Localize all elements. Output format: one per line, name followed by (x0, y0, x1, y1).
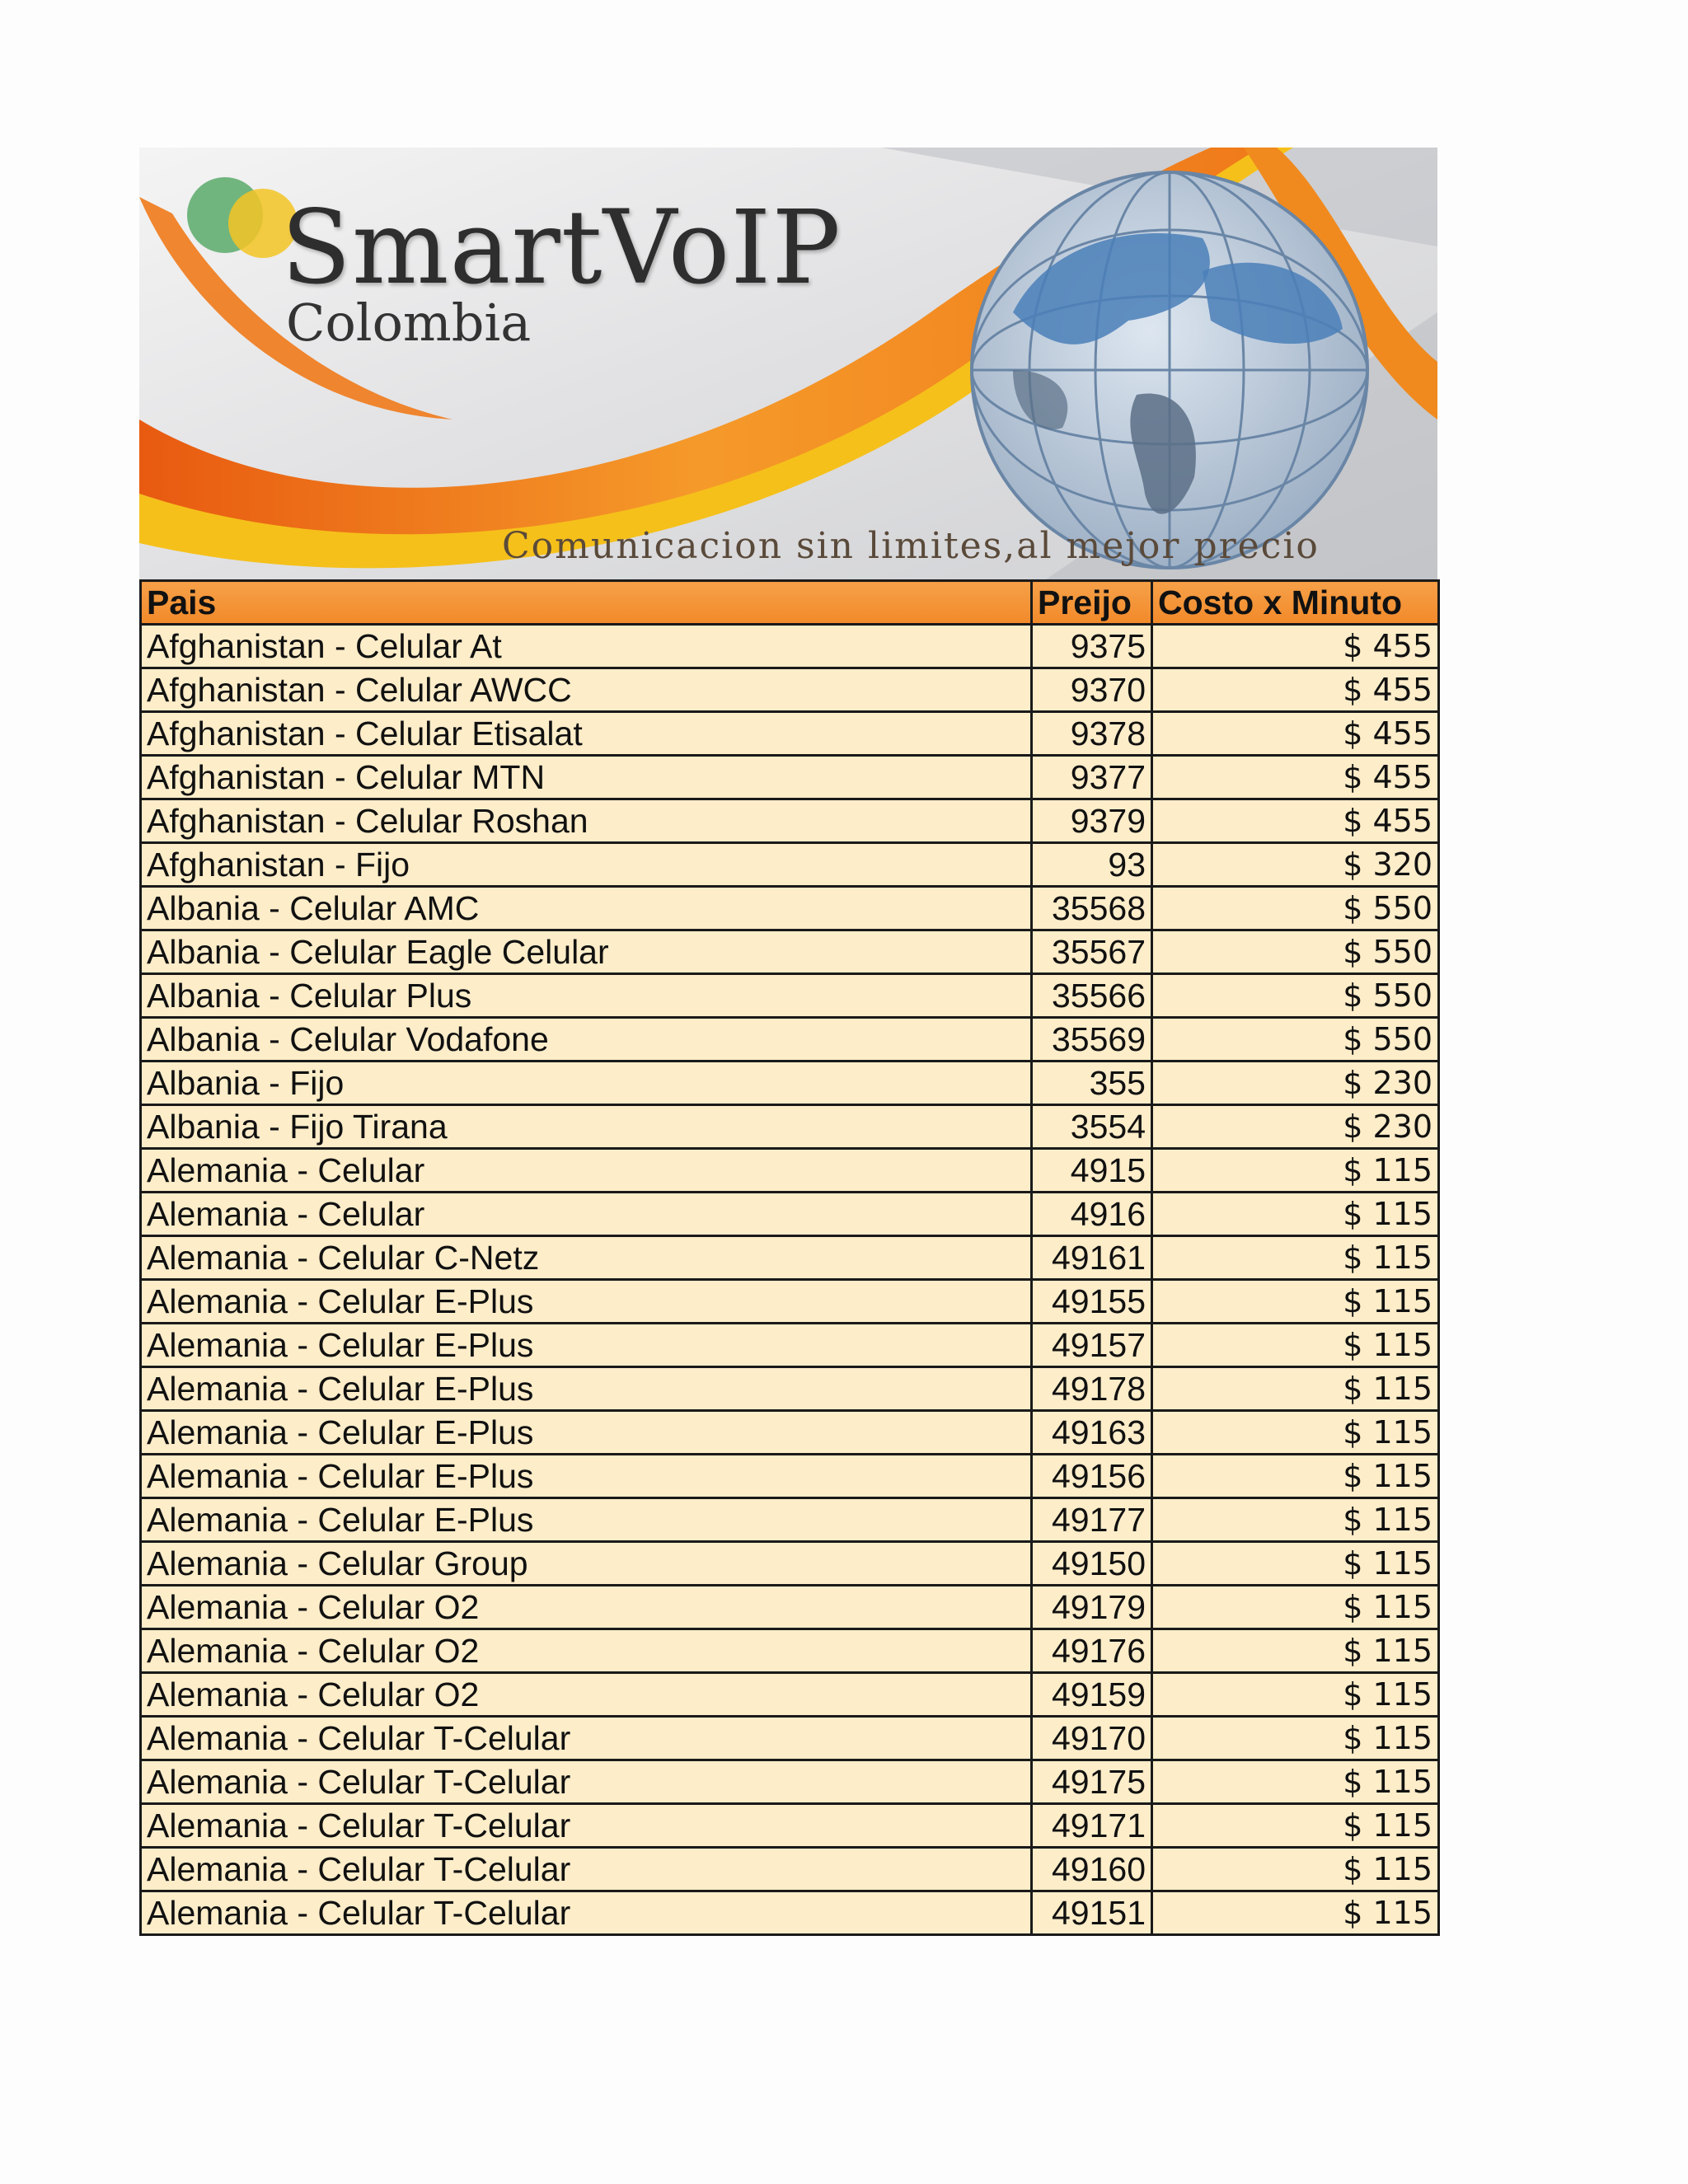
table-row (141, 1848, 1439, 1891)
cell-pais: Alemania - Celular T-Celular (141, 1848, 1032, 1891)
cell-pais: Albania - Celular AMC (141, 887, 1032, 930)
cell-costo: $ 455 (1152, 756, 1439, 799)
cell-costo: $ 115 (1152, 1891, 1439, 1935)
cell-prefijo: 49159 (1032, 1673, 1152, 1717)
cell-pais: Alemania - Celular E-Plus (141, 1324, 1032, 1367)
table-row (141, 1498, 1439, 1542)
cell-pais: Alemania - Celular O2 (141, 1586, 1032, 1629)
cell-prefijo: 49176 (1032, 1629, 1152, 1673)
cell-pais: Alemania - Celular E-Plus (141, 1280, 1032, 1324)
table-row (141, 1455, 1439, 1498)
cell-prefijo: 4916 (1032, 1193, 1152, 1236)
cell-pais: Alemania - Celular E-Plus (141, 1455, 1032, 1498)
table-row (141, 1629, 1439, 1673)
table-row (141, 756, 1439, 799)
cell-prefijo: 9378 (1032, 712, 1152, 756)
cell-prefijo: 49155 (1032, 1280, 1152, 1324)
cell-costo: $ 455 (1152, 625, 1439, 668)
cell-pais: Alemania - Celular (141, 1149, 1032, 1193)
cell-costo: $ 550 (1152, 974, 1439, 1018)
table-row (141, 625, 1439, 668)
cell-costo: $ 115 (1152, 1367, 1439, 1411)
cell-pais: Alemania - Celular E-Plus (141, 1498, 1032, 1542)
table-row (141, 1586, 1439, 1629)
cell-prefijo: 35568 (1032, 887, 1152, 930)
cell-prefijo: 49175 (1032, 1760, 1152, 1804)
cell-prefijo: 49156 (1032, 1455, 1152, 1498)
cell-pais: Albania - Fijo Tirana (141, 1105, 1032, 1149)
cell-costo: $ 115 (1152, 1455, 1439, 1498)
cell-prefijo: 35567 (1032, 930, 1152, 974)
table-row (141, 1324, 1439, 1367)
cell-pais: Afghanistan - Celular Roshan (141, 799, 1032, 843)
table-row (141, 1673, 1439, 1717)
table-row (141, 1193, 1439, 1236)
cell-costo: $ 115 (1152, 1498, 1439, 1542)
cell-pais: Afghanistan - Celular At (141, 625, 1032, 668)
column-header-prefijo: Preijo (1032, 581, 1152, 625)
cell-prefijo: 9379 (1032, 799, 1152, 843)
cell-pais: Alemania - Celular O2 (141, 1629, 1032, 1673)
table-row (141, 1891, 1439, 1935)
table-row (141, 1062, 1439, 1105)
table-row (141, 930, 1439, 974)
cell-pais: Albania - Celular Vodafone (141, 1018, 1032, 1062)
cell-costo: $ 115 (1152, 1629, 1439, 1673)
cell-pais: Alemania - Celular C-Netz (141, 1236, 1032, 1280)
cell-prefijo: 9377 (1032, 756, 1152, 799)
table-row (141, 1542, 1439, 1586)
table-row (141, 1411, 1439, 1455)
cell-prefijo: 35569 (1032, 1018, 1152, 1062)
table-row (141, 887, 1439, 930)
brand-subtitle: Colombia (286, 293, 532, 353)
cell-costo: $ 115 (1152, 1804, 1439, 1848)
cell-pais: Alemania - Celular T-Celular (141, 1804, 1032, 1848)
cell-pais: Alemania - Celular Group (141, 1542, 1032, 1586)
cell-prefijo: 9375 (1032, 625, 1152, 668)
table-row (141, 1149, 1439, 1193)
table-row (141, 1236, 1439, 1280)
cell-prefijo: 49171 (1032, 1804, 1152, 1848)
cell-costo: $ 230 (1152, 1062, 1439, 1105)
table-row (141, 1105, 1439, 1149)
cell-costo: $ 115 (1152, 1280, 1439, 1324)
cell-prefijo: 49163 (1032, 1411, 1152, 1455)
cell-costo: $ 115 (1152, 1236, 1439, 1280)
table-row (141, 1804, 1439, 1848)
cell-pais: Albania - Fijo (141, 1062, 1032, 1105)
cell-prefijo: 49157 (1032, 1324, 1152, 1367)
cell-costo: $ 320 (1152, 843, 1439, 887)
cell-prefijo: 3554 (1032, 1105, 1152, 1149)
cell-costo: $ 115 (1152, 1848, 1439, 1891)
table-row (141, 1367, 1439, 1411)
cell-costo: $ 550 (1152, 887, 1439, 930)
table-row (141, 1760, 1439, 1804)
cell-pais: Alemania - Celular E-Plus (141, 1367, 1032, 1411)
column-header-costo: Costo x Minuto (1152, 581, 1439, 625)
table-row (141, 668, 1439, 712)
cell-prefijo: 93 (1032, 843, 1152, 887)
cell-costo: $ 455 (1152, 668, 1439, 712)
cell-pais: Alemania - Celular E-Plus (141, 1411, 1032, 1455)
rates-table (139, 579, 1440, 1936)
cell-costo: $ 455 (1152, 799, 1439, 843)
cell-prefijo: 49160 (1032, 1848, 1152, 1891)
cell-costo: $ 115 (1152, 1760, 1439, 1804)
cell-costo: $ 115 (1152, 1542, 1439, 1586)
cell-pais: Afghanistan - Fijo (141, 843, 1032, 887)
cell-costo: $ 550 (1152, 1018, 1439, 1062)
cell-prefijo: 4915 (1032, 1149, 1152, 1193)
cell-pais: Alemania - Celular T-Celular (141, 1760, 1032, 1804)
cell-costo: $ 115 (1152, 1586, 1439, 1629)
cell-costo: $ 455 (1152, 712, 1439, 756)
table-row (141, 1018, 1439, 1062)
cell-costo: $ 115 (1152, 1717, 1439, 1760)
table-header-row (141, 581, 1439, 625)
cell-costo: $ 550 (1152, 930, 1439, 974)
cell-prefijo: 35566 (1032, 974, 1152, 1018)
cell-prefijo: 49179 (1032, 1586, 1152, 1629)
cell-costo: $ 115 (1152, 1673, 1439, 1717)
cell-prefijo: 49178 (1032, 1367, 1152, 1411)
cell-pais: Alemania - Celular T-Celular (141, 1717, 1032, 1760)
table-row (141, 843, 1439, 887)
cell-prefijo: 49170 (1032, 1717, 1152, 1760)
cell-pais: Alemania - Celular O2 (141, 1673, 1032, 1717)
cell-pais: Alemania - Celular (141, 1193, 1032, 1236)
cell-costo: $ 115 (1152, 1149, 1439, 1193)
table-row (141, 712, 1439, 756)
cell-pais: Afghanistan - Celular MTN (141, 756, 1032, 799)
cell-costo: $ 230 (1152, 1105, 1439, 1149)
table-row (141, 799, 1439, 843)
cell-pais: Afghanistan - Celular AWCC (141, 668, 1032, 712)
cell-prefijo: 49150 (1032, 1542, 1152, 1586)
table-row (141, 1717, 1439, 1760)
cell-costo: $ 115 (1152, 1324, 1439, 1367)
cell-costo: $ 115 (1152, 1411, 1439, 1455)
table-row (141, 974, 1439, 1018)
table-row (141, 1280, 1439, 1324)
cell-prefijo: 49161 (1032, 1236, 1152, 1280)
cell-prefijo: 355 (1032, 1062, 1152, 1105)
slogan: Comunicacion sin limites,al mejor precio (502, 525, 1320, 567)
cell-prefijo: 49177 (1032, 1498, 1152, 1542)
cell-prefijo: 49151 (1032, 1891, 1152, 1935)
column-header-pais: Pais (141, 581, 1032, 625)
banner (139, 148, 1437, 579)
cell-pais: Alemania - Celular T-Celular (141, 1891, 1032, 1935)
cell-prefijo: 9370 (1032, 668, 1152, 712)
cell-pais: Albania - Celular Plus (141, 974, 1032, 1018)
cell-costo: $ 115 (1152, 1193, 1439, 1236)
brand-name: SmartVoIP (281, 189, 842, 307)
cell-pais: Albania - Celular Eagle Celular (141, 930, 1032, 974)
cell-pais: Afghanistan - Celular Etisalat (141, 712, 1032, 756)
